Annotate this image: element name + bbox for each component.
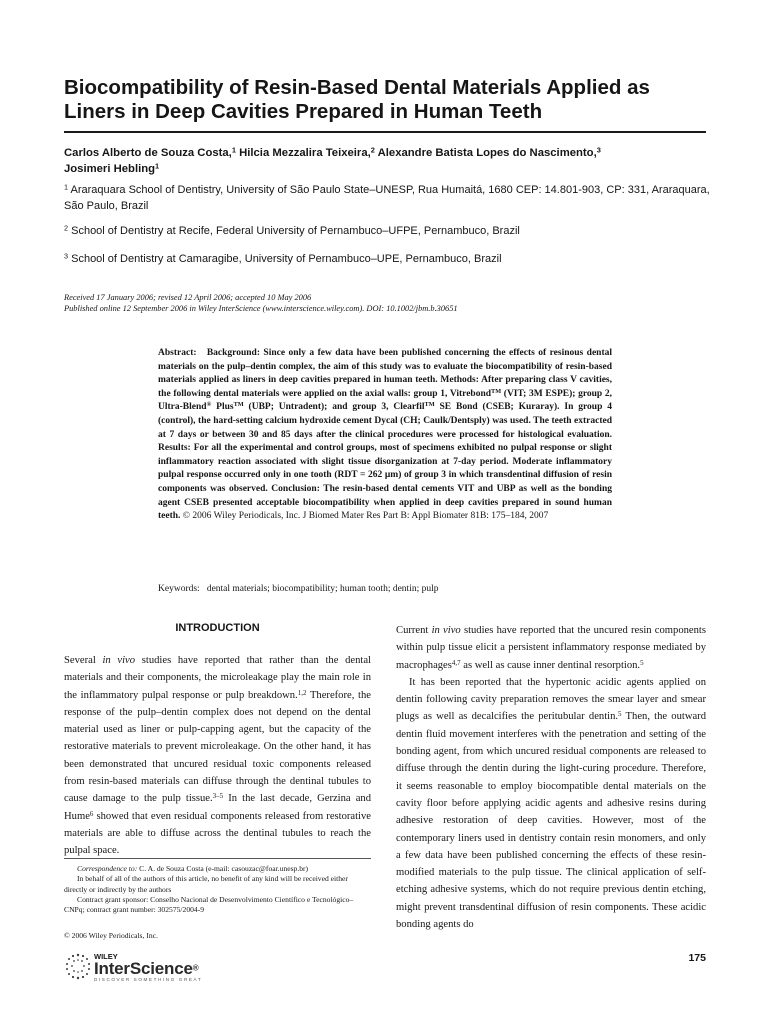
correspondence-note	[64, 864, 371, 874]
copyright-notice: © 2006 Wiley Periodicals, Inc.	[64, 931, 158, 940]
keywords	[158, 583, 612, 597]
author-affiliation-marker: 1	[231, 145, 236, 155]
citation-ref: 5	[618, 710, 622, 719]
journal-citation: © 2006 Wiley Periodicals, Inc. J Biomed Mater Res Part B: Appl Biomater 81B: 175–184, 2007	[180, 511, 549, 522]
keywords-label: Keywords:	[158, 584, 200, 594]
abstract-text: SE Bond (CSEB; Kuraray). In group 4 (control), the hard-setting calcium hydroxide cement Dycal (CH; Caulk/Dentsply) was used. The teeth extracted at 7 days or between 30 and 85 days after the clinical procedures were processed for histological evaluation. Results: For all the experimental and control groups, most of specimens exhibited no pulpal response or slight inflammatory reaction associated with slight tissue disorganization at 7-day period. Moderate inflammatory pulpal response occurred only in one tooth (RDT = 262 μm) of group 3 in which transdentinal diffusion of resin components was observed. Conclusion: The resin-based dental cements VIT and UBP as well as the bonding agent CSEB presented acceptable biocompatibility when applied in deep cavities prepared in sound human teeth.	[158, 402, 612, 522]
abstract	[158, 347, 612, 524]
trademark-mark: TM	[233, 401, 244, 409]
author-list	[64, 145, 714, 177]
body-text: as well as cause inner dentinal resorption.	[460, 659, 641, 671]
section-heading: INTRODUCTION	[175, 622, 260, 634]
body-text-italic: in vivo	[102, 655, 136, 666]
conflict-note: In behalf of all of the authors of this article, no benefit of any kind will be received either directly or indirectly by the authors	[64, 874, 348, 894]
publisher-tagline: DISCOVER SOMETHING GREAT	[94, 977, 203, 982]
globe-dots-icon	[64, 952, 92, 980]
body-text: Therefore, the response of the pulp–dentin complex does not depend on the dental material used as liner or pulp-capping agent, but the capacity of the restorative materials to prevent microleakage. On the other hand, it has been demonstrated that uncured residual toxic components released from resin-based materials can diffuse through the dentinal tubules to cause damage to the pulp tissue.	[64, 689, 372, 805]
body-text: Current	[396, 625, 432, 636]
author-affiliation-marker: 1	[155, 161, 160, 171]
abstract-label: Abstract:	[158, 348, 197, 358]
abstract-text: (VIT; 3M ESPE); group 2, Ultra-Blend	[158, 388, 612, 413]
body-text: In the last decade, Gerzina and Hume	[64, 793, 371, 822]
body-text: studies have reported that rather than the dental materials and their components, the microleakage play the main role in the inflammatory pulpal response or pulp breakdown.	[64, 655, 371, 701]
citation-ref: 1,2	[297, 688, 307, 697]
footnotes	[64, 864, 371, 915]
author-affiliation-marker: 3	[596, 145, 601, 155]
author-name: Alexandre Batista Lopes do Nascimento,	[377, 147, 597, 159]
affiliation	[64, 223, 714, 239]
trademark-mark: TM	[491, 387, 502, 395]
citation-ref: 4,7	[451, 658, 461, 667]
affiliation	[64, 251, 714, 267]
body-text-italic: in vivo	[431, 625, 461, 636]
author-name: Hilcia Mezzalira Teixeira,	[239, 147, 371, 159]
publisher-name	[94, 959, 198, 978]
body-text: showed that even residual components released from restorative materials are able to diffuse across the dentinal tubules to reach the pulpal space.	[64, 810, 371, 857]
registered-mark: ®	[206, 401, 212, 409]
body-text: studies have reported that the uncured resin components within pulp tissue elicit a persistent inflammatory response mediated by macrophages	[396, 625, 706, 671]
keywords-text: dental materials; biocompatibility; human tooth; dentin; pulp	[206, 584, 439, 594]
publisher-logo	[64, 950, 234, 984]
citation-ref: 6	[89, 809, 94, 818]
abstract-body	[158, 348, 612, 521]
paragraph	[396, 674, 706, 933]
author-affiliation-marker: 2	[370, 145, 375, 155]
publication-info: Published online 12 September 2006 in Wiley InterScience (www.interscience.wiley.com). DOI: 10.1002/jbm.b.30651	[64, 304, 458, 313]
author-name: Carlos Alberto de Souza Costa,	[64, 147, 232, 159]
abstract-text: Background: Since only a few data have been published concerning the effects of resinous dental materials on the pulp–dentin complex, the aim of this study was to evaluate the biocompatibility of resin-based materials applied as liners in deep cavities prepared in human teeth. Methods: After preparing class V cavities, the following dental materials were applied on the axial walls: group 1, Vitrebond	[158, 348, 612, 399]
affiliation-marker: 1	[64, 182, 69, 192]
received-dates: Received 17 January 2006; revised 12 April 2006; accepted 10 May 2006	[64, 293, 312, 302]
paragraph	[64, 652, 371, 860]
body-column-right	[396, 622, 706, 933]
page-number: 175	[688, 952, 706, 964]
grant-note: Contract grant sponsor: Conselho Nacional de Desenvolvimento Científico e Tecnológico–CNPq; contract grant number: 302575/2004-9	[64, 894, 354, 915]
article-title: Biocompatibility of Resin-Based Dental Materials Applied as Liners in Deep Cavities Prepared in Human Teeth	[64, 76, 650, 123]
correspondence-label: Correspondence to:	[77, 864, 138, 873]
trademark-mark: TM	[424, 401, 435, 409]
citation-ref: 5	[640, 658, 644, 667]
article-history	[64, 292, 714, 314]
citation-ref: 3–5	[212, 792, 224, 801]
affiliation-text: Araraquara School of Dentistry, University of São Paulo State–UNESP, Rua Humaitá, 1680 CEP: 14.801-903, CP: 331, Araraquara, São Paulo, Brazil	[64, 184, 710, 212]
affiliation-marker: 2	[64, 223, 69, 233]
paragraph	[396, 622, 706, 674]
body-text: Several	[64, 655, 103, 666]
abstract-text: Plus	[211, 402, 234, 413]
affiliation	[64, 182, 714, 214]
abstract-text: (UBP; Untradent); and group 3, Clearfil	[243, 402, 425, 413]
affiliation-text: School of Dentistry at Recife, Federal University of Pernambuco–UFPE, Pernambuco, Brazil	[71, 225, 520, 237]
footnote-divider	[64, 858, 371, 859]
publisher-name-text: InterScience	[94, 959, 193, 978]
registered-mark: ®	[192, 963, 199, 973]
affiliation-text: School of Dentistry at Camaragibe, University of Pernambuco–UPE, Pernambuco, Brazil	[71, 253, 502, 265]
body-text: Then, the outward dentin fluid movement interferes with the penetration and setting of the bonding agent, from which uncured residual components are released to diffuse through the dentin during the light-curing procedure. Therefore, it seems reasonable to employ biocompatible dental materials on the cavity floor before applying acidic agents and adhesive resins during adhesive restoration of deep cavities. However, most of the contemporary liners used in dentistry contain resin monomers, and only a few data have been published concerning the effects of these resin-modified materials to the pulp tissue. The clinical application of self-etching adhesive systems, which do not require previous dentin etching, might prevent transdentinal diffusion of resin components. These acidic bonding agents do	[396, 711, 707, 931]
correspondence-text: C. A. de Souza Costa (e-mail: casouzac@foar.unesp.br)	[137, 864, 309, 873]
title-divider	[64, 131, 706, 133]
author-name: Josimeri Hebling	[64, 163, 156, 175]
body-text: It has been reported that the hypertonic acidic agents applied on dentin following cavity preparation removes the smear layer and smear plugs as well as decalcifies the peritubular dentin.	[396, 676, 706, 723]
affiliation-marker: 3	[64, 251, 69, 261]
publisher-wiley-text: WILEY	[94, 952, 118, 961]
body-column-left	[64, 652, 371, 860]
